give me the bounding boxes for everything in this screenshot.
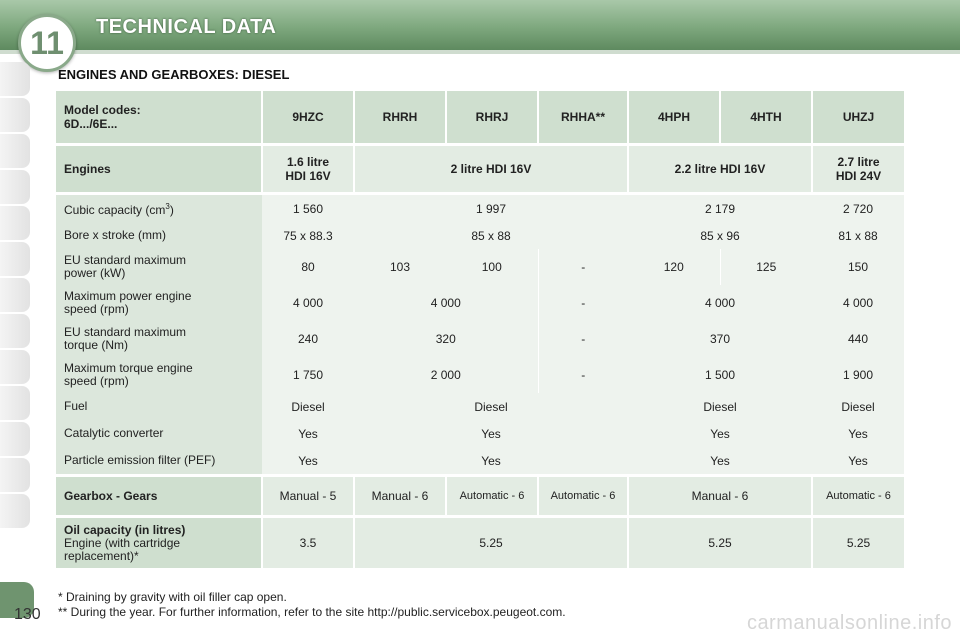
spec-value: 100: [446, 249, 538, 285]
spec-value: Yes: [354, 447, 628, 474]
page-number: 130: [14, 606, 41, 623]
spec-value: Diesel: [354, 393, 628, 420]
spec-value: 370: [628, 321, 812, 357]
spec-label: Maximum torque engine speed (rpm): [56, 357, 262, 393]
chapter-side-tabs: [0, 62, 30, 530]
side-tab[interactable]: [0, 62, 30, 96]
spec-value: 4 000: [354, 285, 538, 321]
model-code: 4HTH: [720, 91, 812, 143]
model-code: RHRH: [354, 91, 446, 143]
side-tab[interactable]: [0, 458, 30, 492]
spec-value: 103: [354, 249, 446, 285]
spec-row-max-power-speed: [56, 285, 904, 321]
oil-capacity-value: 5.25: [354, 518, 628, 568]
spec-label: Fuel: [56, 393, 262, 420]
model-codes-row: [56, 91, 904, 143]
spec-value: Yes: [812, 447, 904, 474]
spec-value: 85 x 88: [354, 222, 628, 249]
oil-capacity-row: [56, 518, 904, 568]
gearbox-value: Automatic - 6: [538, 477, 628, 515]
spec-value: 150: [812, 249, 904, 285]
oil-capacity-value: 3.5: [262, 518, 354, 568]
gearbox-value: Manual - 6: [628, 477, 812, 515]
engine-spec-table: [56, 91, 904, 568]
oil-capacity-value: 5.25: [812, 518, 904, 568]
spec-row-max-power: [56, 249, 904, 285]
side-tab[interactable]: [0, 314, 30, 348]
model-code: 9HZC: [262, 91, 354, 143]
spec-value: 4 000: [812, 285, 904, 321]
model-code: 4HPH: [628, 91, 720, 143]
oil-capacity-value: 5.25: [628, 518, 812, 568]
oil-capacity-label-cell: [56, 518, 262, 568]
spec-value: 80: [262, 249, 354, 285]
gearbox-row: [56, 477, 904, 515]
gearbox-value: Automatic - 6: [812, 477, 904, 515]
spec-value: 1 500: [628, 357, 812, 393]
spec-label-text: Cubic capacity (cm: [64, 203, 166, 217]
spec-value: -: [538, 249, 628, 285]
engines-label: Engines: [56, 146, 262, 192]
spec-row-max-torque: [56, 321, 904, 357]
footnote: ** During the year. For further information, refer to the site http://public.servicebox.peugeot.com.: [58, 605, 566, 619]
spec-label: Bore x stroke (mm): [56, 222, 262, 249]
spec-label: Catalytic converter: [56, 420, 262, 447]
side-tab[interactable]: [0, 170, 30, 204]
gearbox-value: Manual - 5: [262, 477, 354, 515]
spec-value: 320: [354, 321, 538, 357]
spec-value: 440: [812, 321, 904, 357]
spec-label: EU standard maximum torque (Nm): [56, 321, 262, 357]
spec-row-catalytic-converter: [56, 420, 904, 447]
spec-value: 120: [628, 249, 720, 285]
section-title: ENGINES AND GEARBOXES: DIESEL: [58, 67, 290, 82]
spec-value: 125: [720, 249, 812, 285]
gearbox-value: Manual - 6: [354, 477, 446, 515]
side-tab[interactable]: [0, 134, 30, 168]
spec-value: Yes: [812, 420, 904, 447]
spec-row-fuel: [56, 393, 904, 420]
spec-value: 2 179: [628, 195, 812, 222]
spec-value: Yes: [262, 447, 354, 474]
spec-value: 240: [262, 321, 354, 357]
spec-label-text: ): [169, 203, 174, 217]
engine-name: 1.6 litre HDI 16V: [262, 146, 354, 192]
spec-row-bore-stroke: [56, 222, 904, 249]
spec-value: -: [538, 357, 628, 393]
spec-value: -: [538, 285, 628, 321]
side-tab[interactable]: [0, 350, 30, 384]
spec-value: 81 x 88: [812, 222, 904, 249]
spec-label: [56, 195, 262, 222]
side-tab[interactable]: [0, 98, 30, 132]
side-tab[interactable]: [0, 278, 30, 312]
footnote: * Draining by gravity with oil filler cap open.: [58, 590, 287, 604]
spec-row-cubic-capacity: [56, 195, 904, 222]
model-code: UHZJ: [812, 91, 904, 143]
model-codes-label: Model codes: 6D.../6E...: [56, 91, 262, 143]
spec-value: Yes: [262, 420, 354, 447]
spec-value: Diesel: [812, 393, 904, 420]
oil-capacity-label: Oil capacity (in litres): [64, 522, 186, 537]
engines-row: [56, 146, 904, 192]
spec-value: 85 x 96: [628, 222, 812, 249]
engine-name: 2.7 litre HDI 24V: [812, 146, 904, 192]
side-tab[interactable]: [0, 422, 30, 456]
spec-label: EU standard maximum power (kW): [56, 249, 262, 285]
footnotes: [58, 590, 566, 620]
spec-value: Yes: [628, 420, 812, 447]
model-code: RHRJ: [446, 91, 538, 143]
spec-value: 1 750: [262, 357, 354, 393]
spec-label: Particle emission filter (PEF): [56, 447, 262, 474]
side-tab[interactable]: [0, 386, 30, 420]
spec-value: Diesel: [262, 393, 354, 420]
side-tab[interactable]: [0, 206, 30, 240]
oil-capacity-sublabel: Engine (with cartridge replacement)*: [64, 535, 181, 563]
spec-row-max-torque-speed: [56, 357, 904, 393]
gearbox-label: Gearbox - Gears: [56, 477, 262, 515]
spec-value: 1 900: [812, 357, 904, 393]
spec-value: Yes: [628, 447, 812, 474]
side-tab[interactable]: [0, 242, 30, 276]
spec-value: 75 x 88.3: [262, 222, 354, 249]
spec-value: 1 560: [262, 195, 354, 222]
spec-value: 2 720: [812, 195, 904, 222]
spec-label-superscript: 3: [165, 202, 170, 211]
spec-value: Diesel: [628, 393, 812, 420]
spec-label: Maximum power engine speed (rpm): [56, 285, 262, 321]
gearbox-value: Automatic - 6: [446, 477, 538, 515]
engine-name: 2 litre HDI 16V: [354, 146, 628, 192]
spec-value: -: [538, 321, 628, 357]
engine-name: 2.2 litre HDI 16V: [628, 146, 812, 192]
watermark: carmanualsonline.info: [746, 612, 952, 634]
spec-value: 4 000: [262, 285, 354, 321]
spec-value: 1 997: [354, 195, 628, 222]
spec-row-pef: [56, 447, 904, 474]
page-title: TECHNICAL DATA: [96, 16, 277, 38]
spec-value: 4 000: [628, 285, 812, 321]
banner-divider: [0, 50, 960, 54]
chapter-number-badge: 11: [18, 14, 76, 72]
spec-value: 2 000: [354, 357, 538, 393]
side-tab[interactable]: [0, 494, 30, 528]
spec-value: Yes: [354, 420, 628, 447]
model-code: RHHA**: [538, 91, 628, 143]
